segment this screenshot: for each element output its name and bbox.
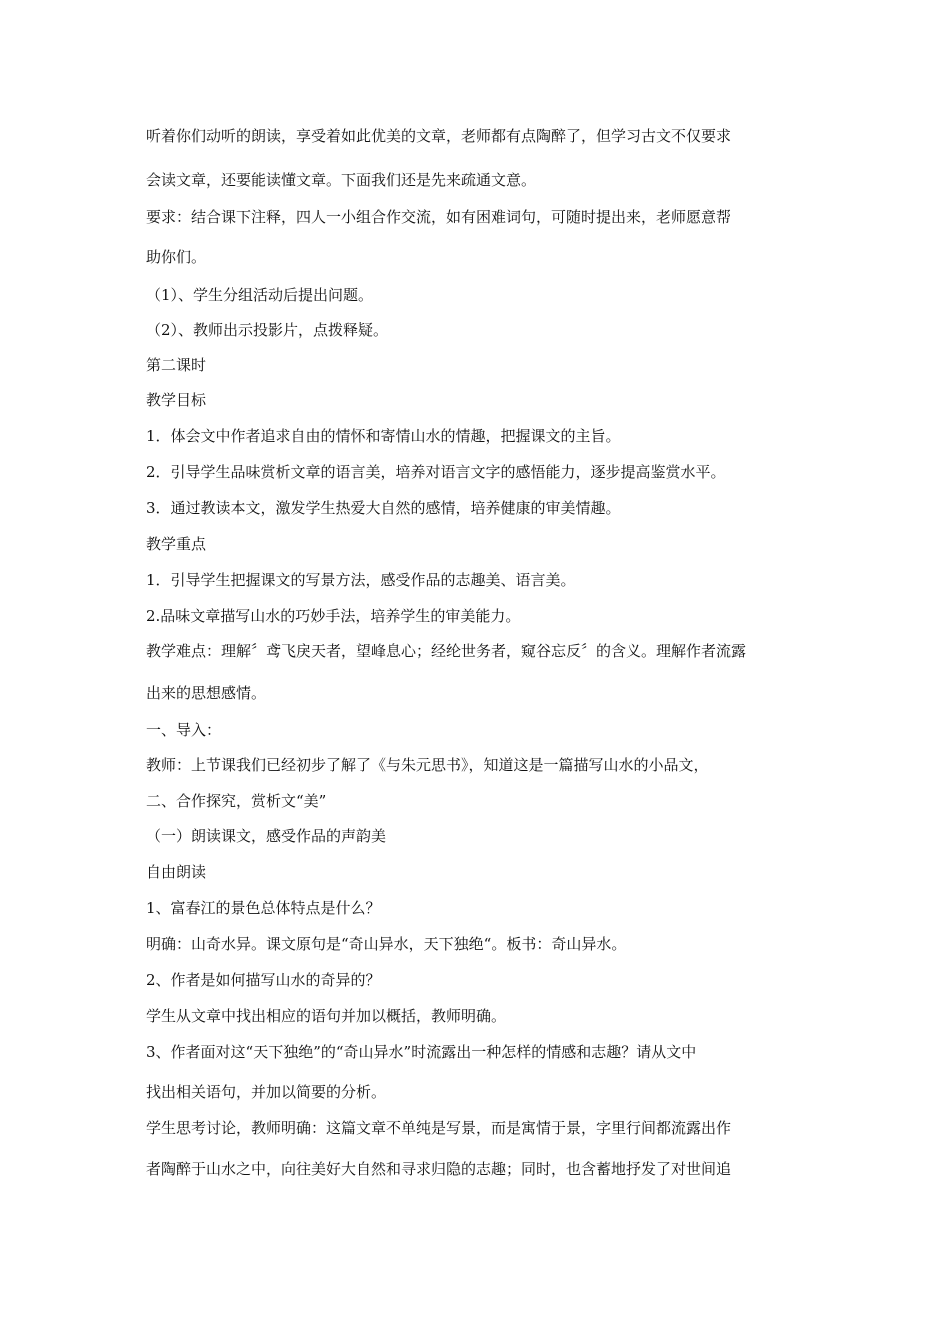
- text-line: 1、富春江的景色总体特点是什么？: [146, 899, 381, 917]
- text-line: 学生思考讨论，教师明确：这篇文章不单纯是写景，而是寓情于景，字里行间都流露出作: [146, 1119, 732, 1137]
- text-line: 者陶醉于山水之中，向往美好大自然和寻求归隐的志趣；同时，也含蓄地抒发了对世间追: [146, 1160, 732, 1178]
- text-line: 学生从文章中找出相应的语句并加以概括，教师明确。: [146, 1007, 507, 1025]
- text-line: 1．体会文中作者追求自由的情怀和寄情山水的情趣，把握课文的主旨。: [146, 427, 621, 445]
- section-heading: 教学重点: [146, 535, 207, 553]
- section-heading: 二、合作探究，赏析文“美”: [146, 792, 327, 810]
- text-line: （2）、教师出示投影片，点拨释疑。: [146, 321, 389, 339]
- text-line: 2、作者是如何描写山水的奇异的？: [146, 971, 381, 989]
- text-line: 找出相关语句，并加以简要的分析。: [146, 1083, 387, 1101]
- text-line: 2．引导学生品味赏析文章的语言美，培养对语言文字的感悟能力，逐步提高鉴赏水平。: [146, 463, 726, 481]
- text-line: 3、作者面对这“天下独绝”的“奇山异水”时流露出一种怎样的情感和志趣？请从文中: [146, 1043, 697, 1061]
- text-line: 自由朗读: [146, 863, 207, 881]
- text-line: 1．引导学生把握课文的写景方法，感受作品的志趣美、语言美。: [146, 571, 576, 589]
- text-line: 3．通过教读本文，激发学生热爱大自然的感情，培养健康的审美情趣。: [146, 499, 621, 517]
- text-line: 出来的思想感情。: [146, 684, 267, 702]
- text-line: 2.品味文章描写山水的巧妙手法，培养学生的审美能力。: [146, 607, 521, 625]
- section-heading: （一）朗读课文，感受作品的声韵美: [146, 827, 387, 845]
- section-heading: 一、导入：: [146, 721, 222, 739]
- text-line: 教师：上节课我们已经初步了解了《与朱元思书》，知道这是一篇描写山水的小品文，: [146, 756, 709, 774]
- section-heading: 教学目标: [146, 391, 207, 409]
- text-line: 明确：山奇水异。课文原句是“奇山异水，天下独绝“。板书：奇山异水。: [146, 935, 627, 953]
- text-line: 教学难点：理解〞鸢飞戾天者，望峰息心；经纶世务者，窥谷忘反〞的含义。理解作者流露: [146, 642, 747, 660]
- section-heading: 第二课时: [146, 356, 207, 374]
- text-line: 会读文章，还要能读懂文章。下面我们还是先来疏通文意。: [146, 171, 537, 189]
- text-line: 助你们。: [146, 248, 207, 266]
- text-line: 要求：结合课下注释，四人一小组合作交流，如有困难词句，可随时提出来，老师愿意帮: [146, 208, 732, 226]
- text-line: 听着你们动听的朗读，享受着如此优美的文章，老师都有点陶醉了，但学习古文不仅要求: [146, 127, 732, 145]
- text-line: （1）、学生分组活动后提出问题。: [146, 286, 374, 304]
